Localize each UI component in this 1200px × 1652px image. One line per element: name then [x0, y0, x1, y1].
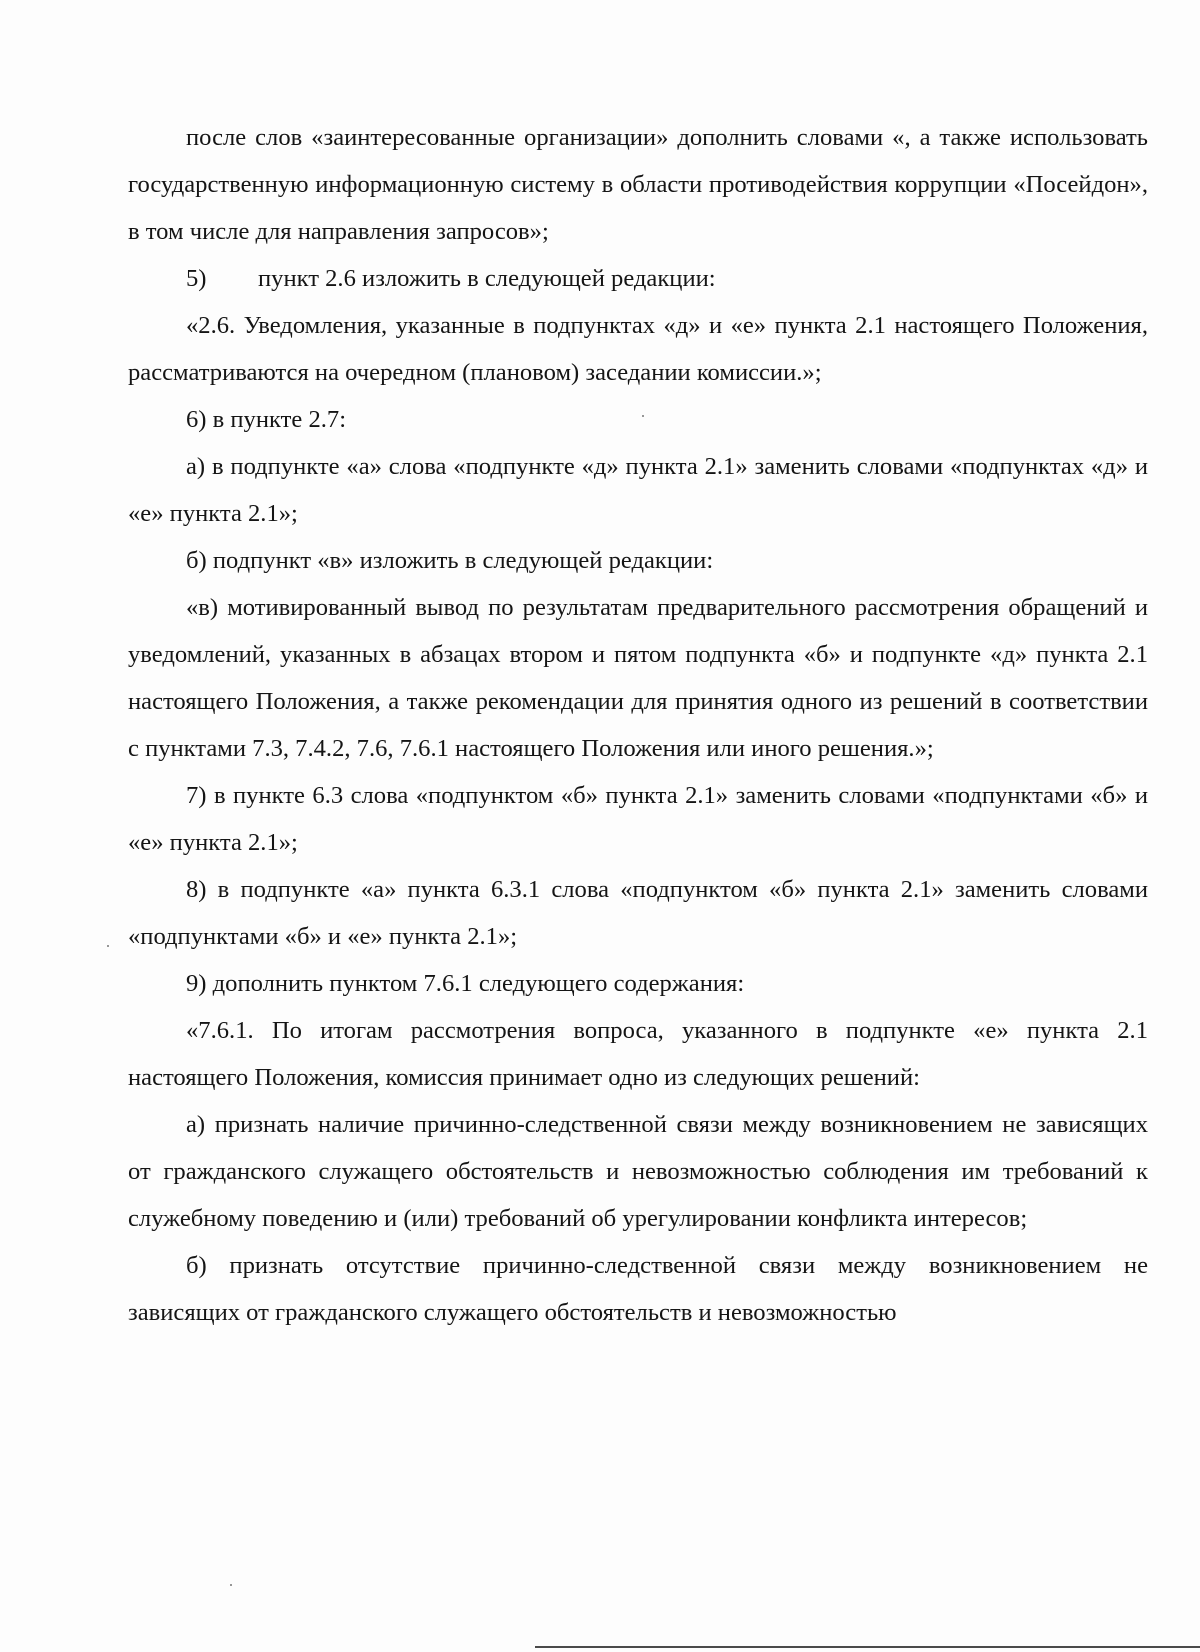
paragraph-item-8: 8) в подпункте «а» пункта 6.3.1 слова «подпунктом «б» пункта 2.1» заменить словами «подпунктами «б» и «е» пункта 2.1»;: [128, 876, 1148, 950]
paragraph-decision-a: а) признать наличие причинно-следственной связи между возникновением не зависящих от гражданского служащего обстоятельств и невозможностью соблюдения им требований к служебному поведению и (или) требований об урегулировании конфликта интересов;: [128, 1111, 1148, 1232]
paragraph-item-6-b: б) подпункт «в» изложить в следующей редакции:: [186, 547, 714, 574]
paragraph-subitem-v: «в) мотивированный вывод по результатам предварительного рассмотрения обращений и уведомлений, указанных в абзацах втором и пятом подпункта «б» и подпункте «д» пункта 2.1 настоящего Положения, а также рекомендации для принятия одного из решений в соответствии с пунктами 7.3, 7.4.2, 7.6, 7.6.1 настоящего Положения или иного решения.»;: [128, 594, 1148, 762]
paragraph-item-6-a: а) в подпункте «а» слова «подпункте «д» пункта 2.1» заменить словами «подпунктах «д» и «е» пункта 2.1»;: [128, 453, 1148, 527]
paragraph-posedon-addition: после слов «заинтересованные организации» дополнить словами «, а также использовать государственную информационную систему в области противодействия коррупции «Посейдон», в том числе для направления запросов»;: [128, 124, 1148, 245]
page-bottom-edge: [535, 1646, 1200, 1648]
scan-speck: [107, 945, 109, 947]
paragraph-clause-7-6-1: «7.6.1. По итогам рассмотрения вопроса, указанного в подпункте «е» пункта 2.1 настоящего Положения, комиссия принимает одно из следующих решений:: [128, 1017, 1148, 1091]
item-5-text: пункт 2.6 изложить в следующей редакции:: [258, 265, 716, 292]
paragraph-item-5: [128, 255, 1148, 302]
paragraph-decision-b: б) признать отсутствие причинно-следственной связи между возникновением не зависящих от гражданского служащего обстоятельств и невозможностью: [128, 1252, 1148, 1326]
paragraph-clause-2-6: «2.6. Уведомления, указанные в подпунктах «д» и «е» пункта 2.1 настоящего Положения, рассматриваются на очередном (плановом) заседании комиссии.»;: [128, 312, 1148, 386]
scan-speck: [230, 1584, 232, 1586]
scan-speck: [642, 415, 644, 417]
item-5-number: 5): [186, 265, 207, 292]
paragraph-item-9: 9) дополнить пунктом 7.6.1 следующего содержания:: [186, 970, 745, 997]
paragraph-item-7: 7) в пункте 6.3 слова «подпунктом «б» пункта 2.1» заменить словами «подпунктами «б» и «е» пункта 2.1»;: [128, 782, 1148, 856]
document-body: [128, 114, 1148, 1336]
paragraph-item-6: 6) в пункте 2.7:: [186, 406, 347, 433]
